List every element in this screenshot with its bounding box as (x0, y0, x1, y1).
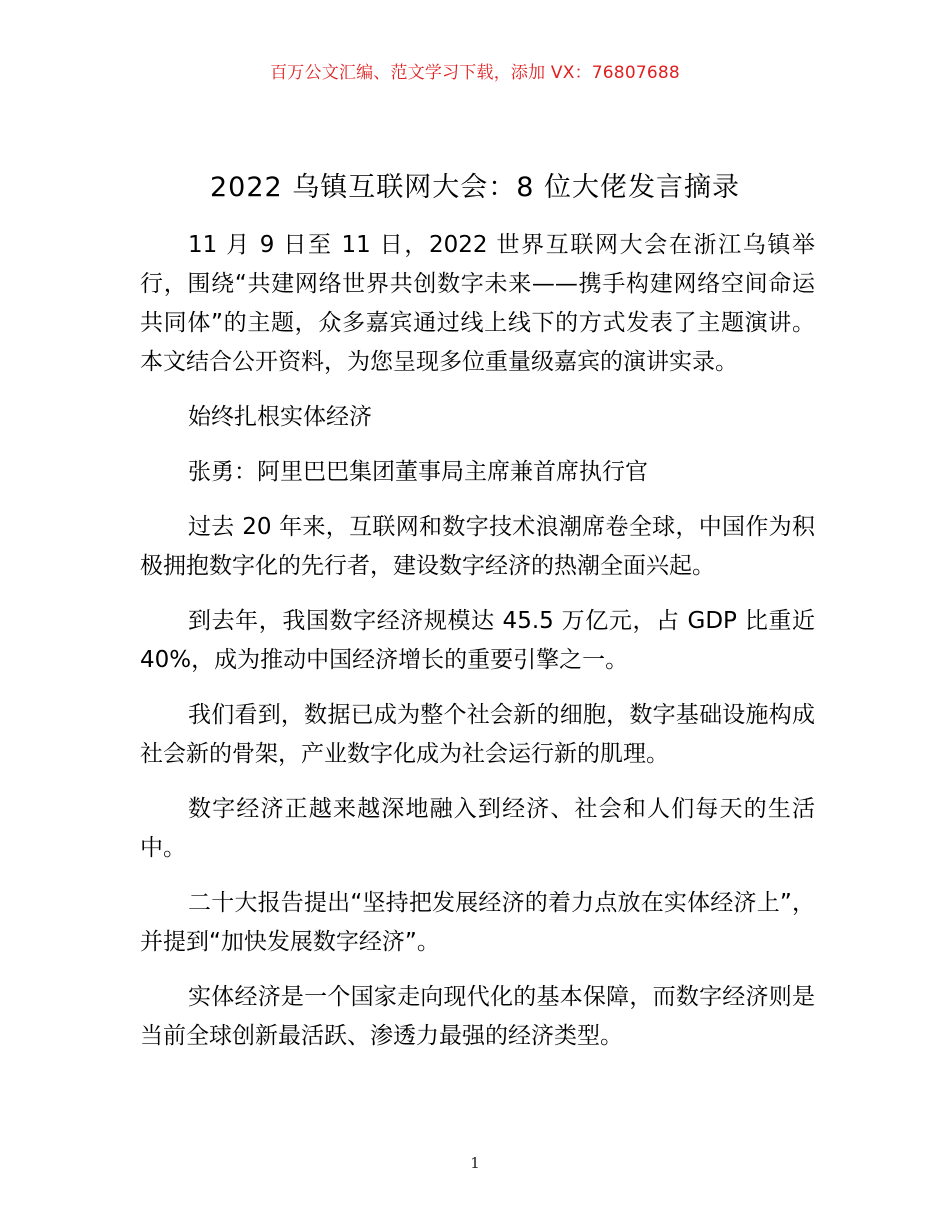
paragraph: 实体经济是一个国家走向现代化的基本保障，而数字经济则是当前全球创新最活跃、渗透力最强的经济类型。 (140, 984, 815, 1049)
paragraph: 数字经济正越来越深地融入到经济、社会和人们每天的生活中。 (140, 796, 815, 861)
section-heading: 始终扎根实体经济 (188, 404, 372, 430)
paragraph: 到去年，我国数字经济规模达 45.5 万亿元，占 GDP 比重近 40%，成为推动中国经济增长的重要引擎之一。 (140, 608, 815, 673)
document-body (140, 226, 815, 1072)
document-title: 2022 乌镇互联网大会：8 位大佬发言摘录 (209, 172, 741, 203)
page-number: 1 (470, 1154, 480, 1172)
paragraph-intro: 11 月 9 日至 11 日，2022 世界互联网大会在浙江乌镇举行，围绕“共建网络世界共创数字未来——携手构建网络空间命运共同体”的主题，众多嘉宾通过线上线下的方式发表了主题演讲。本文结合公开资料，为您呈现多位重量级嘉宾的演讲实录。 (140, 232, 815, 375)
paragraph: 二十大报告提出“坚持把发展经济的着力点放在实体经济上”，并提到“加快发展数字经济”。 (140, 890, 815, 955)
header-watermark-note: 百万公文汇编、范文学习下载，添加 VX：76807688 (270, 63, 680, 83)
paragraph: 过去 20 年来，互联网和数字技术浪潮席卷全球，中国作为积极拥抱数字化的先行者，建设数字经济的热潮全面兴起。 (140, 514, 815, 579)
speaker-line: 张勇：阿里巴巴集团董事局主席兼首席执行官 (188, 459, 648, 485)
paragraph: 我们看到，数据已成为整个社会新的细胞，数字基础设施构成社会新的骨架，产业数字化成为社会运行新的肌理。 (140, 702, 815, 767)
